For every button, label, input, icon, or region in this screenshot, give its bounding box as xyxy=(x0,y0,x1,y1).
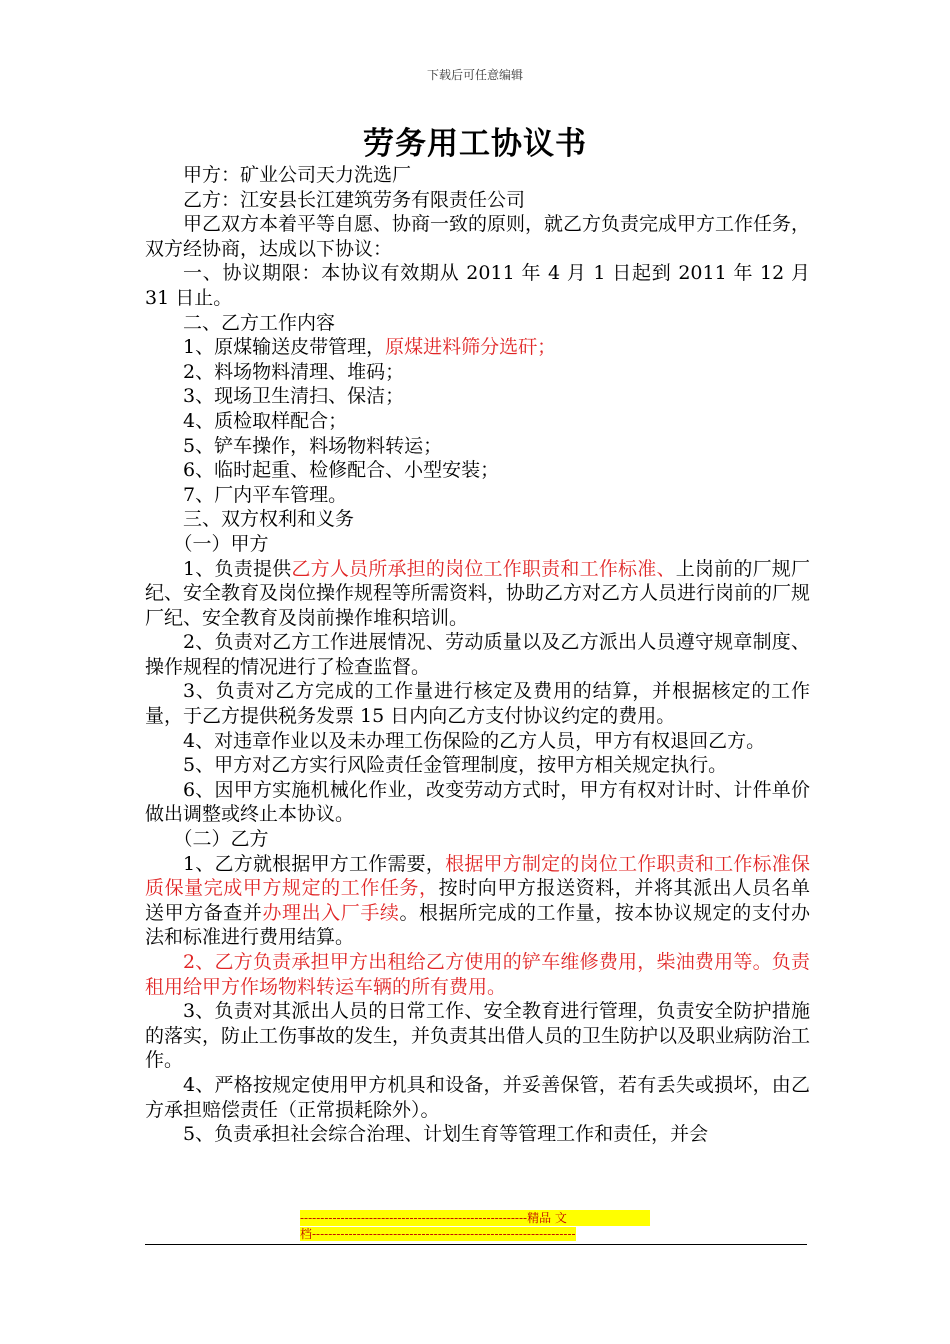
section-heading: 三、双方权利和义务 xyxy=(183,508,355,531)
clause-paragraph: 3、负责对乙方完成的工作量进行核定及费用的结算，并根据核定的工作量，于乙方提供税务发票 15 日内向乙方支付协议约定的费用。 xyxy=(145,680,810,728)
page-header: 下载后可任意编辑 xyxy=(426,68,523,82)
work-item xyxy=(145,335,810,360)
document-title: 劳务用工协议书 xyxy=(363,126,587,162)
clause-paragraph xyxy=(145,852,810,950)
clause-paragraph: 5、甲方对乙方实行风险责任金管理制度，按甲方相关规定执行。 xyxy=(183,754,728,777)
subsection-heading: （一）甲方 xyxy=(173,532,269,555)
subsection-heading: （二）乙方 xyxy=(173,828,269,851)
clause-paragraph: 3、负责对其派出人员的日常工作、安全教育进行管理，负责安全防护措施的落实，防止工伤事故的发生，并负责其出借人员的卫生防护以及职业病防治工作。 xyxy=(145,1000,811,1072)
intro-paragraph: 甲乙双方本着平等自愿、协商一致的原则，就乙方负责完成甲方工作任务，双方经协商，达成以下协议： xyxy=(145,213,811,260)
highlighted-text: 办理出入厂手续 xyxy=(262,901,400,924)
text-run: 1、乙方就根据甲方工作需要， xyxy=(183,852,446,875)
clause-paragraph: 4、对违章作业以及未办理工伤保险的乙方人员，甲方有权退回乙方。 xyxy=(183,729,766,752)
work-item: 6、临时起重、检修配合、小型安装； xyxy=(183,459,500,482)
footer-watermark xyxy=(300,1210,650,1242)
party-a: 甲方：矿业公司天力洗选厂 xyxy=(183,164,412,186)
footer-line: --------------------------------------------------------精品 文 xyxy=(300,1210,650,1226)
work-item: 7、厂内平车管理。 xyxy=(183,483,348,506)
footer-rule xyxy=(145,1244,807,1245)
text-run: 1、负责提供 xyxy=(183,557,292,580)
highlighted-text: 乙方人员所承担的岗位工作职责和工作标准、 xyxy=(291,557,676,580)
clause-paragraph-highlighted: 2、乙方负责承担甲方出租给乙方使用的铲车维修费用，柴油费用等。负责租用给甲方作场物料转运车辆的所有费用。 xyxy=(145,951,810,998)
text-run: 。根据所完成的工作量，按本协议规定的支付办法和标准进行费用结算。 xyxy=(145,901,810,949)
clause-paragraph xyxy=(145,557,810,631)
work-item: 2、料场物料清理、堆码； xyxy=(183,360,405,383)
text-run: 1、原煤输送皮带管理， xyxy=(183,336,386,359)
work-item: 3、现场卫生清扫、保洁； xyxy=(183,385,405,408)
section-heading: 二、乙方工作内容 xyxy=(183,311,336,334)
clause-paragraph: 6、因甲方实施机械化作业，改变劳动方式时，甲方有权对计时、计件单价做出调整或终止本协议。 xyxy=(145,778,810,826)
text-run: 上岗前的厂规厂纪、安全教育及岗位操作规程等所需资料，协助乙方对乙方人员进行岗前的厂规厂纪、安全教育及岗前操作堆积培训。 xyxy=(145,557,811,629)
highlighted-text: 原煤进料筛分选矸； xyxy=(385,336,557,359)
highlighted-text: 根据甲方制定的岗位工作职责和工作标准保质保量完成甲方规定的工作任务， xyxy=(145,852,810,900)
work-item: 4、质检取样配合； xyxy=(183,409,348,432)
party-b: 乙方：江安县长江建筑劳务有限责任公司 xyxy=(183,188,526,211)
term-clause: 一、协议期限：本协议有效期从 2011 年 4 月 1 日起到 2011 年 12 月 31 日止。 xyxy=(145,262,810,309)
clause-paragraph: 4、严格按规定使用甲方机具和设备，并妥善保管，若有丢失或损坏，由乙方承担赔偿责任（正常损耗除外）。 xyxy=(145,1073,810,1121)
clause-paragraph: 5、负责承担社会综合治理、计划生育等管理工作和责任，并会 xyxy=(183,1123,709,1146)
clause-paragraph: 2、负责对乙方工作进展情况、劳动质量以及乙方派出人员遵守规章制度、操作规程的情况进行了检查监督。 xyxy=(145,631,810,678)
footer-line: 档----------------------------------------------------------------- xyxy=(300,1227,576,1241)
document-body xyxy=(145,163,810,1147)
text-run: 按时向甲方报送资料，并将其派出人员名单送甲方备查并 xyxy=(145,877,810,924)
work-item: 5、铲车操作，料场物料转运； xyxy=(183,434,443,457)
